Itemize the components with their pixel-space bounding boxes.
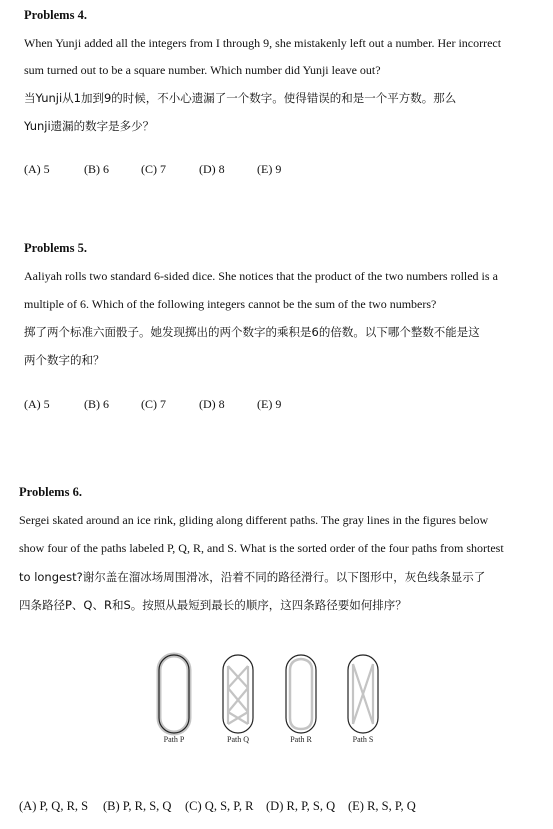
problem-5-line-2: multiple of 6. Which of the following integers cannot be the sum of the two numbers?: [24, 297, 437, 311]
p5-choice-d: (D) 8: [199, 397, 225, 411]
path-s-figure: [348, 655, 378, 744]
path-r-label: Path R: [290, 735, 312, 744]
path-p-gray-loop: [159, 655, 189, 733]
problem-5-line-4: 两个数字的和？: [24, 353, 105, 367]
problem-6-line-1: Sergei skated around an ice rink, gliding along different paths. The gray lines in the figures below: [19, 513, 489, 527]
path-s-label: Path S: [352, 735, 374, 744]
problem-4-line-3: 当Yunji从1加到9的时候，不小心遗漏了一个数字。使得错误的和是一个平方数。那么: [24, 91, 457, 105]
p6-choice-b: (B) P, R, S, Q: [103, 799, 172, 813]
p5-choice-a: (A) 5: [24, 397, 50, 411]
path-q-label: Path Q: [227, 735, 249, 744]
problem-6-title: Problems 6.: [19, 485, 82, 499]
problem-4-title: Problems 4.: [24, 8, 87, 22]
p5-choice-c: (C) 7: [141, 397, 166, 411]
problem-6-line-3: to longest?谢尔盖在溜冰场周围滑冰，沿着不同的路径滑行。以下图形中，灰色线条显示了: [19, 570, 486, 584]
path-q-gray-lines: [228, 666, 248, 724]
problem-4-line-4: Yunji遗漏的数字是多少？: [24, 119, 155, 133]
path-s-gray-lines: [353, 664, 373, 724]
p4-choice-a: (A) 5: [24, 162, 50, 176]
path-p-label: Path P: [163, 735, 185, 744]
p4-choice-e: (E) 9: [257, 162, 282, 176]
problem-5-line-1: Aaliyah rolls two standard 6-sided dice. She notices that the product of the two numbers rolled is a: [24, 269, 498, 283]
problem-5-title: Problems 5.: [24, 241, 87, 255]
path-r-gray-loop: [290, 659, 312, 729]
p4-choice-b: (B) 6: [84, 162, 109, 176]
problem-6-line-2: show four of the paths labeled P, Q, R, and S. What is the sorted order of the four paths from shortest: [19, 541, 504, 555]
path-p-figure: [159, 655, 189, 744]
p6-choice-e: (E) R, S, P, Q: [348, 799, 416, 813]
p6-choice-c: (C) Q, S, P, R: [185, 799, 254, 813]
path-q-figure: [223, 655, 253, 744]
path-r-figure: [286, 655, 316, 744]
p6-choice-d: (D) R, P, S, Q: [266, 799, 336, 813]
problem-4-line-1: When Yunji added all the integers from I through 9, she mistakenly left out a number. Her incorrect: [24, 36, 502, 50]
ice-rink-paths-figure: [150, 648, 390, 748]
p5-choice-e: (E) 9: [257, 397, 282, 411]
path-p-rink-outline: [159, 655, 189, 733]
problem-6-line-4: 四条路径P、Q、R和S。按照从最短到最长的顺序，这四条路径要如何排序？: [19, 598, 407, 612]
problem-5-line-3: 掷了两个标准六面骰子。她发现掷出的两个数字的乘积是6的倍数。以下哪个整数不能是这: [24, 325, 480, 339]
p6-choice-a: (A) P, Q, R, S: [19, 799, 89, 813]
p4-choice-d: (D) 8: [199, 162, 225, 176]
p5-choice-b: (B) 6: [84, 397, 109, 411]
p4-choice-c: (C) 7: [141, 162, 166, 176]
problem-4-line-2: sum turned out to be a square number. Which number did Yunji leave out?: [24, 63, 381, 77]
